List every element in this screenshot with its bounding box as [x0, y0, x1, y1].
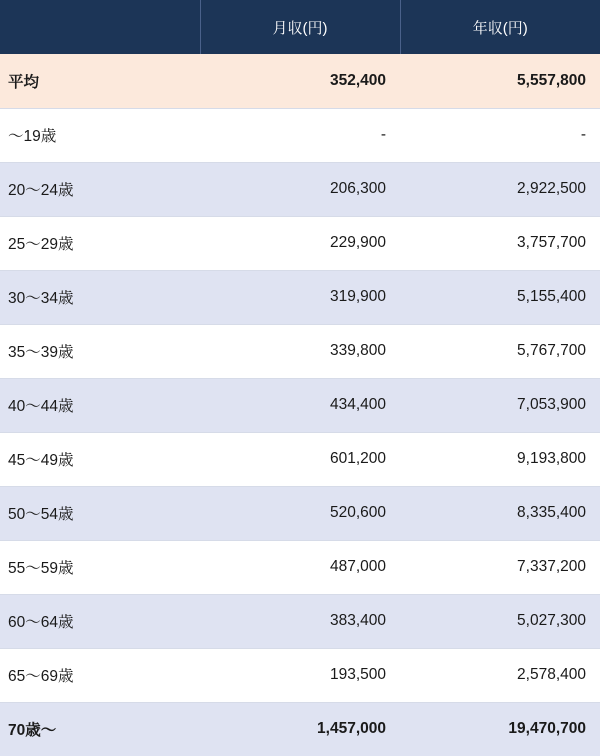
row-label: 40〜44歳 — [0, 378, 200, 432]
table-row — [0, 594, 600, 648]
row-label: 30〜34歳 — [0, 270, 200, 324]
row-annual-value: 19,470,700 — [400, 702, 600, 756]
row-annual-value: - — [400, 108, 600, 162]
column-header-age-group — [0, 0, 200, 54]
row-label: 45〜49歳 — [0, 432, 200, 486]
table-row — [0, 270, 600, 324]
row-annual-value: 7,053,900 — [400, 378, 600, 432]
row-monthly-value: 193,500 — [200, 648, 400, 702]
row-label: 60〜64歳 — [0, 594, 200, 648]
row-monthly-value: 206,300 — [200, 162, 400, 216]
row-monthly-value: 352,400 — [200, 54, 400, 108]
row-annual-value: 5,557,800 — [400, 54, 600, 108]
row-label: 70歳〜 — [0, 702, 200, 756]
row-annual-value: 2,922,500 — [400, 162, 600, 216]
row-annual-value: 5,155,400 — [400, 270, 600, 324]
row-monthly-value: 487,000 — [200, 540, 400, 594]
row-label: 平均 — [0, 54, 200, 108]
row-label: 55〜59歳 — [0, 540, 200, 594]
row-label: 65〜69歳 — [0, 648, 200, 702]
row-annual-value: 5,027,300 — [400, 594, 600, 648]
table-row — [0, 540, 600, 594]
table-row — [0, 648, 600, 702]
table-body — [0, 54, 600, 756]
table-header-row — [0, 0, 600, 54]
row-annual-value: 9,193,800 — [400, 432, 600, 486]
row-annual-value: 5,767,700 — [400, 324, 600, 378]
row-monthly-value: 383,400 — [200, 594, 400, 648]
row-monthly-value: 319,900 — [200, 270, 400, 324]
row-label: 25〜29歳 — [0, 216, 200, 270]
column-header-monthly-income: 月収(円) — [200, 0, 400, 54]
table-row — [0, 216, 600, 270]
table-row — [0, 54, 600, 108]
row-label: 〜19歳 — [0, 108, 200, 162]
row-monthly-value: 1,457,000 — [200, 702, 400, 756]
row-annual-value: 7,337,200 — [400, 540, 600, 594]
row-monthly-value: 601,200 — [200, 432, 400, 486]
table-row — [0, 378, 600, 432]
table-header — [0, 0, 600, 54]
row-label: 50〜54歳 — [0, 486, 200, 540]
row-label: 35〜39歳 — [0, 324, 200, 378]
row-monthly-value: 434,400 — [200, 378, 400, 432]
row-label: 20〜24歳 — [0, 162, 200, 216]
row-monthly-value: - — [200, 108, 400, 162]
table-row — [0, 162, 600, 216]
row-monthly-value: 229,900 — [200, 216, 400, 270]
row-monthly-value: 339,800 — [200, 324, 400, 378]
row-annual-value: 8,335,400 — [400, 486, 600, 540]
column-header-annual-income: 年収(円) — [400, 0, 600, 54]
row-annual-value: 3,757,700 — [400, 216, 600, 270]
table-row — [0, 432, 600, 486]
table-row — [0, 702, 600, 756]
row-monthly-value: 520,600 — [200, 486, 400, 540]
table-row — [0, 108, 600, 162]
table-row — [0, 324, 600, 378]
row-annual-value: 2,578,400 — [400, 648, 600, 702]
table-row — [0, 486, 600, 540]
